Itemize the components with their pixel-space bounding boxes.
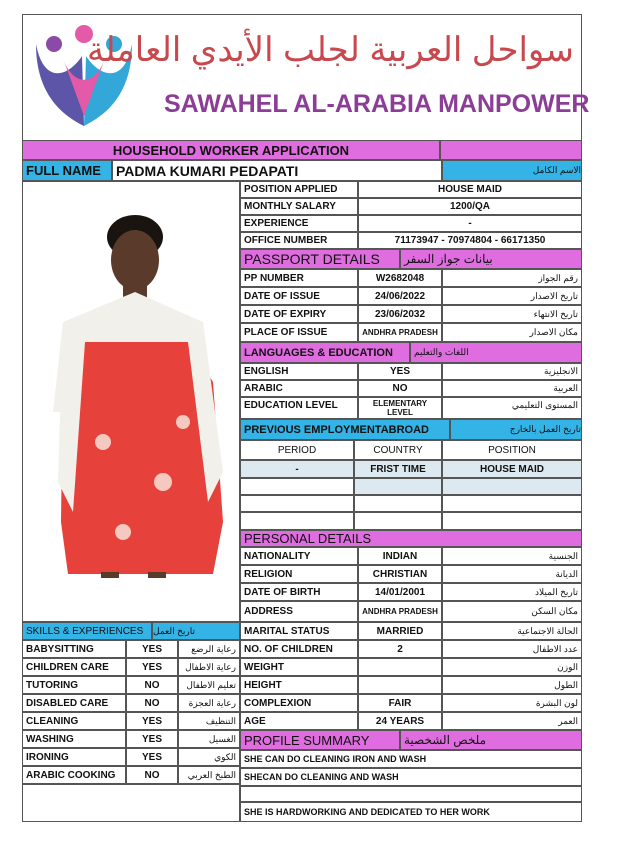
passport-section-title: PASSPORT DETAILS [240,249,400,269]
worker-photo-icon [23,182,239,621]
nationality-arabic: الجنسية [442,547,582,565]
marital-status-arabic: الحالة الاجتماعية [442,622,582,640]
complexion-label: COMPLEXION [240,694,358,712]
education-level-arabic: المستوى التعليمي [442,397,582,419]
no-of-children-arabic: عدد الاطفال [442,640,582,658]
date-of-birth-value: 14/01/2001 [358,583,442,601]
monthly-salary-label: MONTHLY SALARY [240,198,358,215]
age-value: 24 YEARS [358,712,442,730]
babysitting-label: BABYSITTING [22,640,126,658]
full-name-arabic: الاسم الكامل [442,160,582,181]
personal-section-title: PERSONAL DETAILS [240,530,582,547]
date-of-expiry-value: 23/06/2032 [358,305,442,323]
employment-row-position: HOUSE MAID [442,460,582,478]
disabled-care-value: NO [126,694,178,712]
employment-header-period: PERIOD [240,440,354,460]
form-title-filler [440,140,582,160]
cleaning-label: CLEANING [22,712,126,730]
washing-label: WASHING [22,730,126,748]
address-label: ADDRESS [240,601,358,622]
children-care-arabic: رعاية الاطفال [178,658,240,676]
arabic-arabic: العربية [442,380,582,397]
profile-line: SHE CAN DO CLEANING IRON AND WASH [240,750,582,768]
arabic-cooking-value: NO [126,766,178,784]
pp-number-arabic: رقم الجواز [442,269,582,287]
profile-line: SHECAN DO CLEANING AND WASH [240,768,582,786]
logo-arabic-text: سواحل العربية لجلب الأيدي العاملة [87,31,574,69]
languages-section-title: LANGUAGES & EDUCATION [240,342,410,363]
marital-status-value: MARRIED [358,622,442,640]
employment-section-title: PREVIOUS EMPLOYMENTABROAD [240,419,450,440]
complexion-arabic: لون البشرة [442,694,582,712]
english-label: ENGLISH [240,363,358,380]
position-applied-value: HOUSE MAID [358,181,582,198]
education-level-label: EDUCATION LEVEL [240,397,358,419]
cleaning-arabic: التنظيف [178,712,240,730]
employment-row-country: FRIST TIME [354,460,442,478]
employment-empty-row [354,495,442,512]
address-arabic: مكان السكن [442,601,582,622]
employment-header-position: POSITION [442,440,582,460]
arabic-cooking-arabic: الطبخ العربي [178,766,240,784]
pp-number-label: PP NUMBER [240,269,358,287]
arabic-value: NO [358,380,442,397]
religion-value: CHRISTIAN [358,565,442,583]
logo-english-text: SAWAHEL AL-ARABIA MANPOWER [164,90,590,118]
date-of-expiry-arabic: تاريخ الانتهاء [442,305,582,323]
tutoring-value: NO [126,676,178,694]
office-number-label: OFFICE NUMBER [240,232,358,249]
religion-label: RELIGION [240,565,358,583]
tutoring-arabic: تعليم الاطفال [178,676,240,694]
experience-value: - [358,215,582,232]
photo-area [22,181,240,622]
english-value: YES [358,363,442,380]
place-of-issue-value: ANDHRA PRADESH [358,323,442,342]
skills-section-arabic: تاريخ العمل [152,622,240,640]
cleaning-value: YES [126,712,178,730]
date-of-issue-value: 24/06/2022 [358,287,442,305]
height-arabic: الطول [442,676,582,694]
washing-arabic: الغسيل [178,730,240,748]
age-label: AGE [240,712,358,730]
date-of-birth-label: DATE OF BIRTH [240,583,358,601]
arabic-label: ARABIC [240,380,358,397]
nationality-value: INDIAN [358,547,442,565]
children-care-label: CHILDREN CARE [22,658,126,676]
ironing-label: IRONING [22,748,126,766]
washing-value: YES [126,730,178,748]
full-name-value: PADMA KUMARI PEDAPATI [112,160,442,181]
religion-arabic: الديانة [442,565,582,583]
no-of-children-value: 2 [358,640,442,658]
address-value: ANDHRA PRADESH [358,601,442,622]
position-applied-label: POSITION APPLIED [240,181,358,198]
profile-line [240,786,582,802]
logo [24,16,590,138]
babysitting-value: YES [126,640,178,658]
employment-empty-row [442,478,582,495]
full-name-label: FULL NAME [22,160,112,181]
height-label: HEIGHT [240,676,358,694]
employment-empty-row [240,495,354,512]
ironing-value: YES [126,748,178,766]
employment-row-period: - [240,460,354,478]
arabic-cooking-label: ARABIC COOKING [22,766,126,784]
pp-number-value: W2682048 [358,269,442,287]
profile-line: SHE IS HARDWORKING AND DEDICATED TO HER WORK [240,802,582,822]
education-level-value: ELEMENTARY LEVEL [358,397,442,419]
english-arabic: الانجليزية [442,363,582,380]
experience-label: EXPERIENCE [240,215,358,232]
date-of-issue-arabic: تاريخ الاصدار [442,287,582,305]
employment-empty-row [354,512,442,530]
disabled-care-arabic: رعاية العجزة [178,694,240,712]
age-arabic: العمر [442,712,582,730]
monthly-salary-value: 1200/QA [358,198,582,215]
office-number-value: 71173947 - 70974804 - 66171350 [358,232,582,249]
height-value [358,676,442,694]
weight-value [358,658,442,676]
children-care-value: YES [126,658,178,676]
tutoring-label: TUTORING [22,676,126,694]
weight-arabic: الوزن [442,658,582,676]
ironing-arabic: الكوي [178,748,240,766]
no-of-children-label: NO. OF CHILDREN [240,640,358,658]
employment-empty-row [442,495,582,512]
skills-section-title: SKILLS & EXPERIENCES [22,622,152,640]
disabled-care-label: DISABLED CARE [22,694,126,712]
nationality-label: NATIONALITY [240,547,358,565]
employment-empty-row [442,512,582,530]
place-of-issue-arabic: مكان الاصدار [442,323,582,342]
complexion-value: FAIR [358,694,442,712]
place-of-issue-label: PLACE OF ISSUE [240,323,358,342]
date-of-birth-arabic: تاريخ الميلاد [442,583,582,601]
form-title: HOUSEHOLD WORKER APPLICATION [22,140,440,160]
profile-section-arabic: ملخص الشخصية [400,730,582,750]
passport-section-arabic: بيانات جواز السفر [400,249,582,269]
weight-label: WEIGHT [240,658,358,676]
babysitting-arabic: رعاية الرضع [178,640,240,658]
date-of-expiry-label: DATE OF EXPIRY [240,305,358,323]
employment-empty-row [240,512,354,530]
marital-status-label: MARITAL STATUS [240,622,358,640]
skills-empty-area [22,784,240,822]
date-of-issue-label: DATE OF ISSUE [240,287,358,305]
employment-empty-row [354,478,442,495]
languages-section-arabic: اللغات والتعليم [410,342,582,363]
employment-empty-row [240,478,354,495]
profile-section-title: PROFILE SUMMARY [240,730,400,750]
employment-section-arabic: تاريخ العمل بالخارج [450,419,582,440]
employment-header-country: COUNTRY [354,440,442,460]
